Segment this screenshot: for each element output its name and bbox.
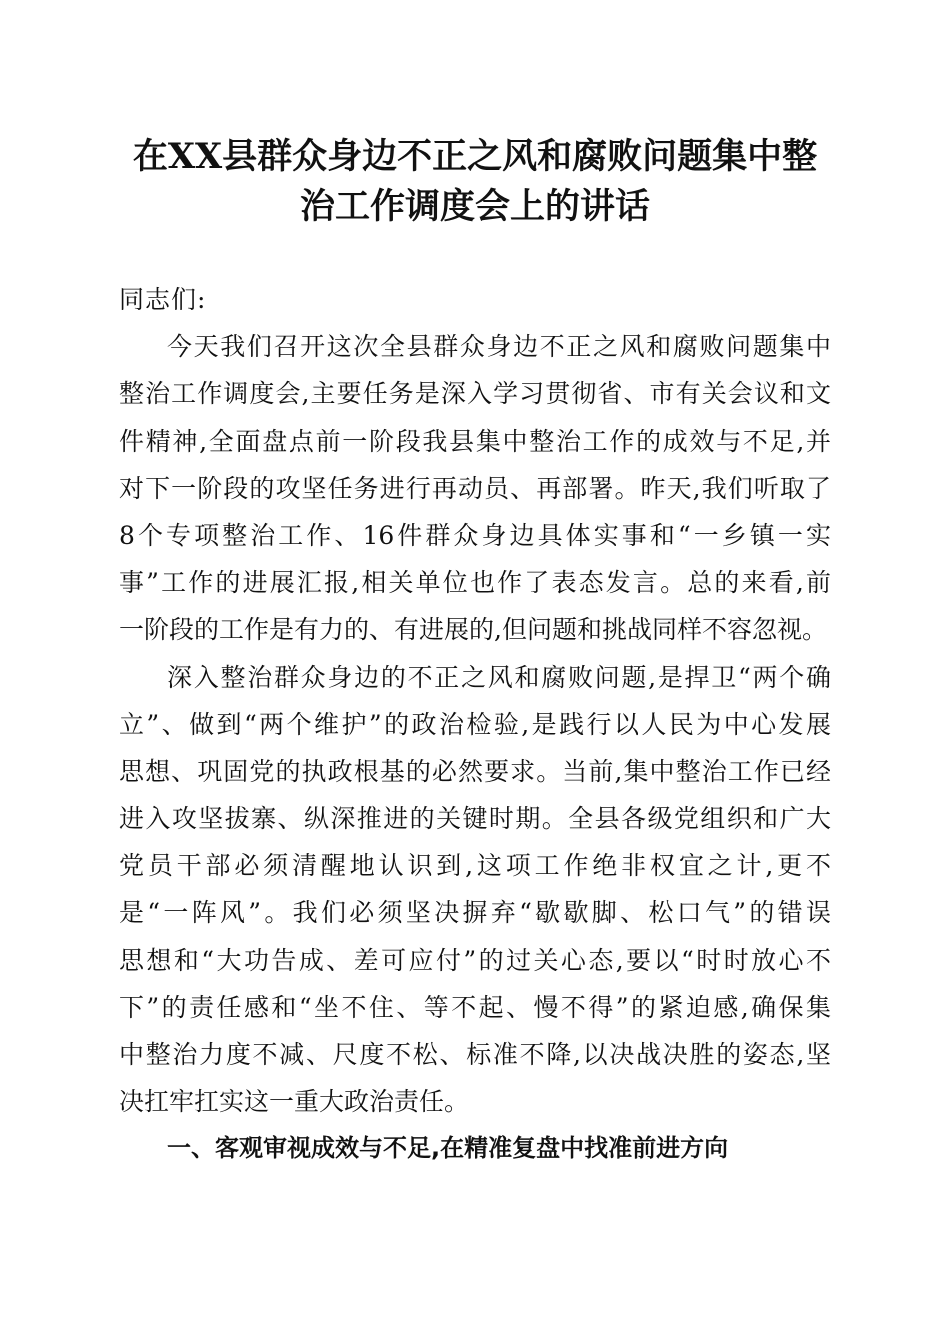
paragraph-line: 立”、做到“两个维护”的政治检验,是践行以人民为中心发展 — [119, 709, 831, 739]
section-heading-1: 一、客观审视成效与不足,在精准复盘中找准前进方向 — [167, 1134, 729, 1163]
paragraph-line: 是“一阵风”。我们必须坚决摒弃“歇歇脚、松口气”的错误 — [119, 898, 831, 928]
paragraph-line: 深入整治群众身边的不正之风和腐败问题,是捍卫“两个确 — [167, 662, 831, 692]
paragraph-line: 党员干部必须清醒地认识到,这项工作绝非权宜之计,更不 — [119, 851, 831, 881]
paragraph-line: 决扛牢扛实这一重大政治责任。 — [119, 1087, 470, 1117]
paragraph-line: 件精神,全面盘点前一阶段我县集中整治工作的成效与不足,并 — [119, 426, 831, 456]
paragraph-line: 下”的责任感和“坐不住、等不起、慢不得”的紧迫感,确保集 — [119, 992, 831, 1022]
paragraph-line: 8个专项整治工作、16件群众身边具体实事和“一乡镇一实 — [119, 520, 831, 550]
salutation: 同志们: — [119, 285, 207, 314]
paragraph-line: 一阶段的工作是有力的、有进展的,但问题和挑战同样不容忽视。 — [119, 615, 827, 645]
title-line-1: 在XX县群众身边不正之风和腐败问题集中整 — [132, 136, 818, 177]
paragraph-1 — [119, 323, 831, 653]
paragraph-line: 对下一阶段的攻坚任务进行再动员、再部署。昨天,我们听取了 — [119, 473, 831, 503]
title-line-2: 治工作调度会上的讲话 — [299, 186, 650, 227]
paragraph-line: 思想和“大功告成、差可应付”的过关心态,要以“时时放心不 — [119, 945, 831, 975]
paragraph-line: 思想、巩固党的执政根基的必然要求。当前,集中整治工作已经 — [119, 756, 831, 786]
paragraph-line: 进入攻坚拔寨、纵深推进的关键时期。全县各级党组织和广大 — [119, 804, 831, 834]
paragraph-line: 事”工作的进展汇报,相关单位也作了表态发言。总的来看,前 — [119, 568, 831, 598]
paragraph-line: 中整治力度不减、尺度不松、标准不降,以决战决胜的姿态,坚 — [119, 1040, 831, 1070]
paragraph-line: 今天我们召开这次全县群众身边不正之风和腐败问题集中 — [167, 332, 831, 362]
paragraph-2 — [119, 654, 831, 1126]
document-body — [119, 276, 831, 1173]
document-title — [110, 132, 840, 232]
paragraph-line: 整治工作调度会,主要任务是深入学习贯彻省、市有关会议和文 — [119, 379, 831, 409]
